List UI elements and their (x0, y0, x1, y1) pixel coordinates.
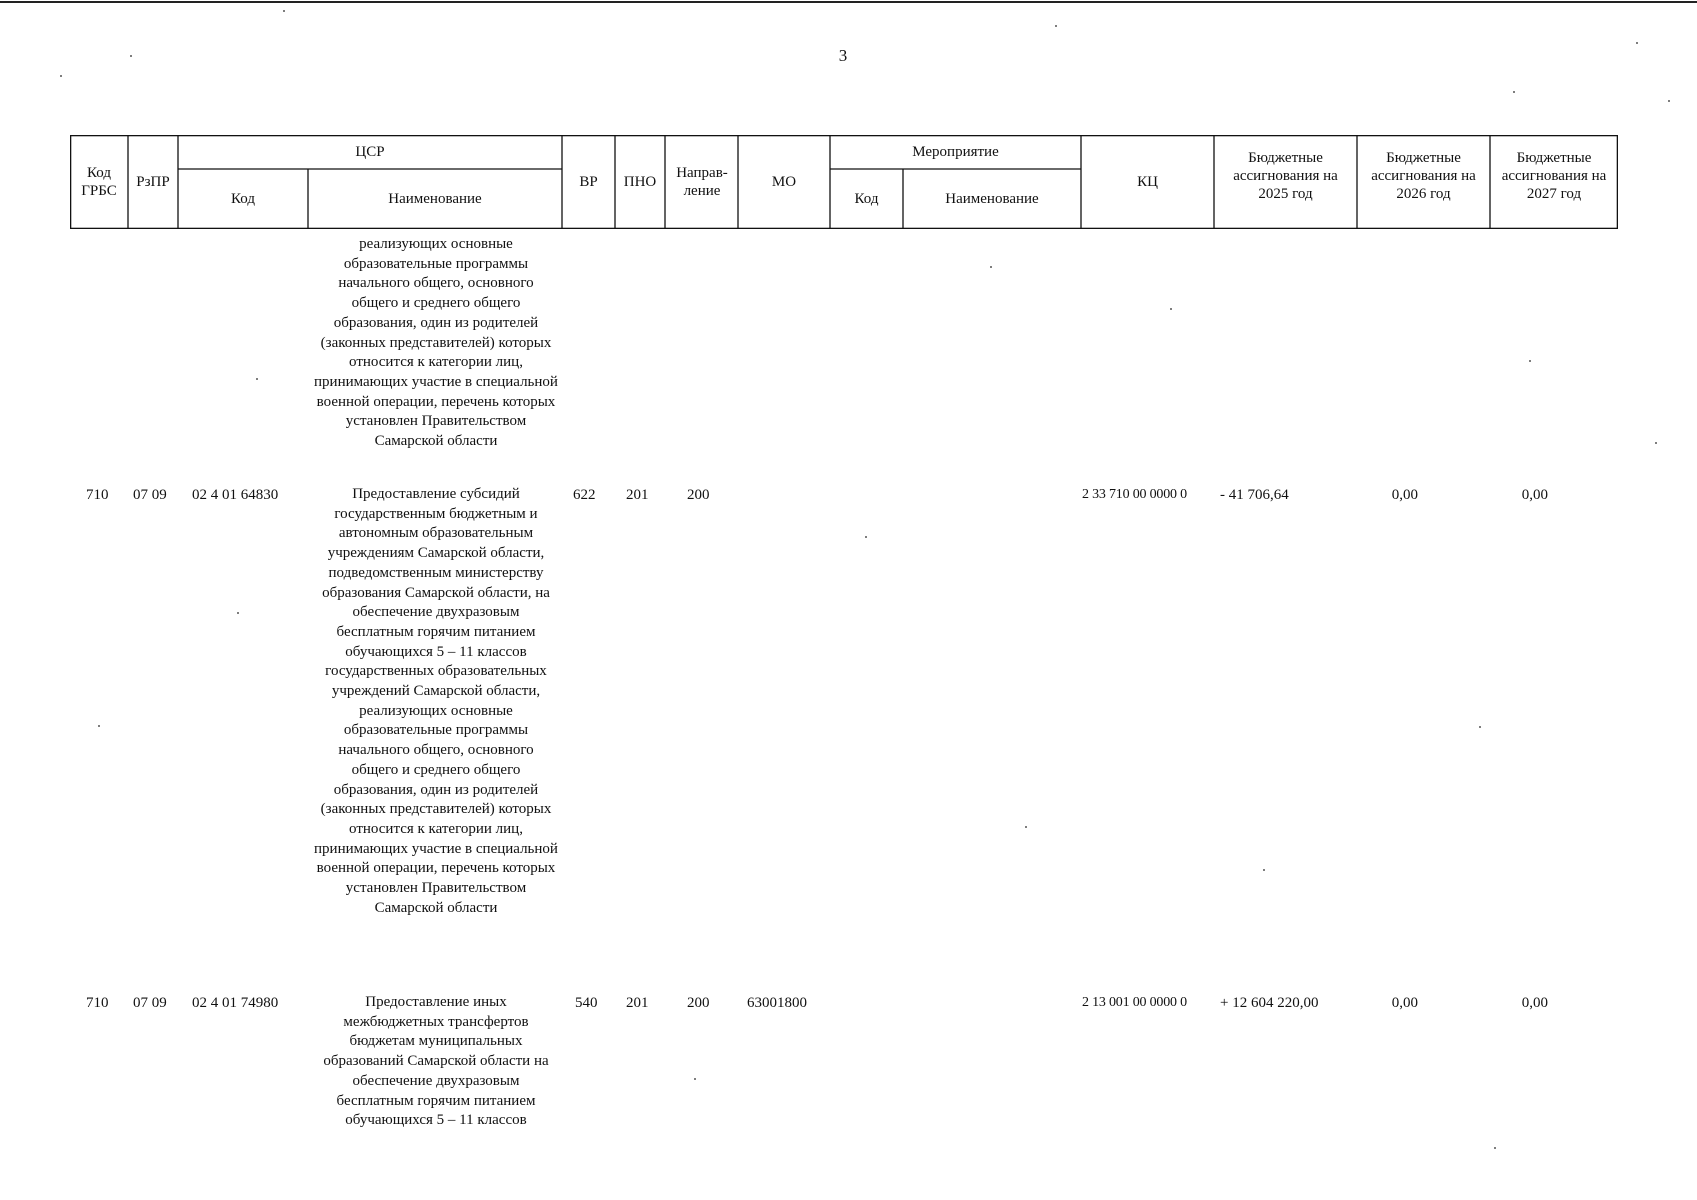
header-kc: КЦ (1137, 174, 1158, 190)
header-budget-2027: Бюджетные ассигнования на 2027 год (1501, 150, 1607, 202)
scan-speck (1025, 826, 1027, 828)
header-csr: ЦСР (355, 144, 385, 160)
scan-speck (1636, 42, 1638, 44)
row2-vr: 540 (575, 995, 598, 1011)
scan-speck (1668, 100, 1670, 102)
scan-speck (865, 536, 867, 538)
header-mer-name: Наименование (945, 191, 1039, 207)
header-budget-2025: Бюджетные ассигнования на 2025 год (1233, 150, 1338, 202)
scan-speck (256, 378, 258, 380)
table-header (70, 135, 1618, 229)
scan-speck (1263, 869, 1265, 871)
scan-speck (98, 725, 100, 727)
row1-napr: 200 (687, 487, 710, 503)
top-rule (0, 1, 1697, 3)
row1-csr-code: 02 4 01 64830 (192, 487, 279, 503)
row2-rzpr: 07 09 (133, 995, 167, 1011)
scan-speck (1479, 726, 1481, 728)
row2-napr: 200 (687, 995, 710, 1011)
header-pno: ПНО (623, 174, 657, 190)
header-budget-2026: Бюджетные ассигнования на 2026 год (1371, 150, 1476, 202)
scan-speck (1513, 91, 1515, 93)
header-csr-kod: Код (231, 191, 255, 207)
header-rzpr: РзПР (136, 174, 170, 190)
row2-budget-2026: 0,00 (1391, 995, 1418, 1011)
scan-speck (1529, 360, 1531, 362)
row2-csr-code: 02 4 01 74980 (192, 995, 279, 1011)
row2-kc: 2 13 001 00 0000 0 (1082, 995, 1187, 1010)
header-mer-kod: Код (854, 191, 879, 207)
row2-name: Предоставление иных межбюджетных трансфертов бюджетам муниципальных образований Самарской области на обеспечение двухразовым бесплатным горячим питанием обучающихся 5 – 11 классов (323, 994, 549, 1129)
row1-pno: 201 (626, 487, 649, 503)
scan-speck (237, 612, 239, 614)
row2-pno: 201 (626, 995, 649, 1011)
continuation-name-text: реализующих основные образовательные программы начального общего, основного общего и среднего общего образования, один из родителей (законных представителей) которых относится к категории лиц, принимающих участие в специальной военной операции, перечень которых установлен Правительством Самарской области (314, 236, 558, 450)
row2-budget-2027: 0,00 (1521, 995, 1548, 1011)
scan-speck (990, 266, 992, 268)
row1-budget-2027: 0,00 (1521, 487, 1548, 503)
row1-rzpr: 07 09 (133, 487, 167, 503)
scan-speck (130, 55, 132, 57)
row1-kc: 2 33 710 00 0000 0 (1082, 487, 1187, 502)
row1-name: Предоставление субсидий государственным бюджетным и автономным образовательным учреждениям Самарской области, подведомственным министерству образования Самарской области, на обеспечение двухразовым бесплатным горячим питанием обучающихся 5 – 11 классов государственных образовательных учреждений Самарской области, реализующих основные образовательные программы начального общего, основного общего и среднего общего образования, один из родителей (законных представителей) которых относится к категории лиц, принимающих участие в специальной военной операции, перечень которых установлен Правительством Самарской области (314, 486, 558, 916)
row1-budget-2026: 0,00 (1391, 487, 1418, 503)
row1-vr: 622 (573, 487, 596, 503)
header-csr-name: Наименование (388, 191, 482, 207)
scan-speck (694, 1078, 696, 1080)
scan-speck (1494, 1147, 1496, 1149)
scan-speck (1170, 308, 1172, 310)
header-mo: МО (771, 174, 797, 190)
page-number: 3 (838, 46, 848, 65)
row1-budget-2025: - 41 706,64 (1220, 487, 1289, 503)
scan-speck (1655, 442, 1657, 444)
scan-speck (60, 75, 62, 77)
header-kod-grbs: Код ГРБС (81, 165, 117, 199)
header-meropriyatie: Мероприятие (912, 144, 999, 160)
row2-grbs: 710 (86, 995, 109, 1011)
scan-speck (1055, 25, 1057, 27)
header-vr: ВР (579, 174, 598, 190)
row1-grbs: 710 (86, 487, 109, 503)
row2-budget-2025: + 12 604 220,00 (1220, 995, 1319, 1011)
header-napravlenie: Направ-ление (676, 165, 728, 199)
row2-mo: 63001800 (747, 995, 807, 1011)
scan-speck (283, 10, 285, 12)
